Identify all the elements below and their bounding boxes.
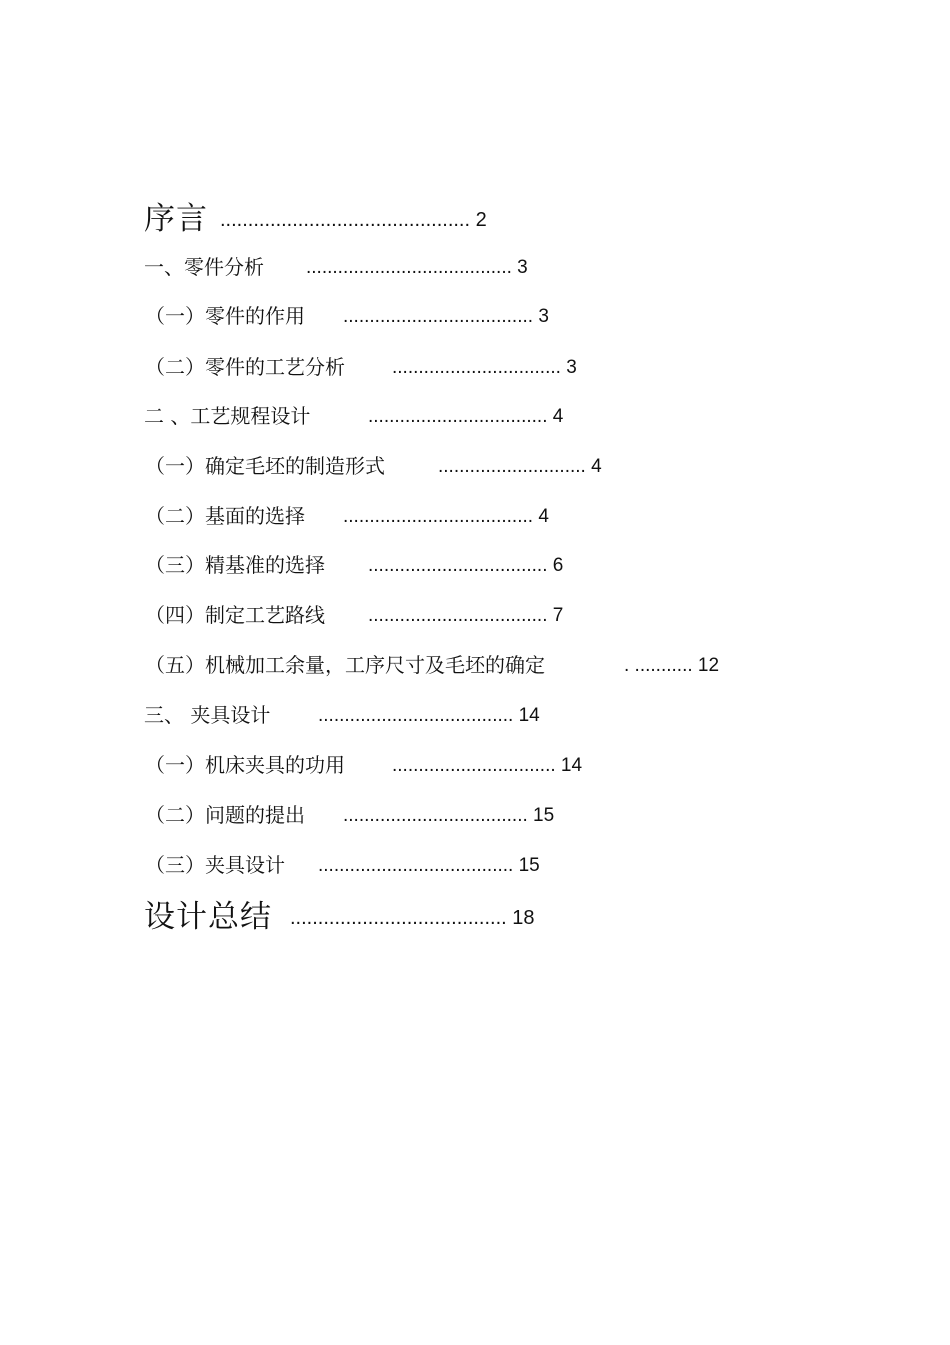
- toc-entry-leader: ....................................... 3: [306, 257, 528, 278]
- toc-entry-leader: ............................................. 2: [220, 209, 487, 231]
- toc-entry-leader: .................................. 6: [368, 555, 564, 576]
- toc-entry-title: （三）夹具设计: [145, 853, 285, 877]
- toc-entry-page: 4: [591, 456, 602, 477]
- toc-entry-leader: .................................... 4: [343, 506, 549, 527]
- toc-entry-title: 三、 夹具设计: [144, 703, 271, 727]
- toc-entry-leader: ..................................... 14: [318, 705, 540, 726]
- toc-entry-title: （五）机械加工余量，工序尺寸及毛坯的确定: [145, 653, 545, 677]
- toc-entry-page: 15: [533, 805, 555, 826]
- toc-entry-page: 7: [552, 605, 564, 626]
- toc-entry-page: 14: [518, 705, 540, 726]
- toc-entry-title: （一）零件的作用: [145, 304, 305, 328]
- toc-entry-page: 18: [512, 907, 535, 929]
- toc-entry-leader: ....................................... 18: [290, 907, 535, 929]
- toc-entry-title: （四）制定工艺路线: [145, 603, 325, 627]
- toc-entry-leader: .................................. 4: [368, 406, 564, 427]
- toc-entry-title: （二）零件的工艺分析: [145, 355, 345, 379]
- toc-entry-page: 2: [475, 209, 487, 231]
- toc-entry-page: 3: [517, 257, 528, 278]
- toc-entry-leader: ................................ 3: [392, 357, 577, 378]
- toc-entry-leader: .................................... 3: [343, 306, 549, 327]
- toc-entry-leader: ................................... 15: [343, 805, 555, 826]
- toc-entry-title: 一、零件分析: [144, 255, 264, 279]
- toc-entry-page: 3: [538, 306, 549, 327]
- toc-entry-title: 序言: [144, 201, 208, 237]
- toc-entry-page: 3: [566, 357, 577, 378]
- toc-entry-leader: ............................... 14: [392, 755, 583, 776]
- toc-entry-title: （二）问题的提出: [145, 803, 305, 827]
- toc-entry-page: 4: [538, 506, 549, 527]
- toc-entry-title: 二 、工艺规程设计: [144, 404, 311, 428]
- toc-entry-title: （一）机床夹具的功用: [145, 753, 345, 777]
- toc-entry-page: 4: [552, 406, 564, 427]
- toc-entry-page: 6: [552, 555, 564, 576]
- toc-entry-leader: ..................................... 15: [318, 855, 540, 876]
- toc-entry-leader: .................................. 7: [368, 605, 564, 626]
- toc-entry-page: 14: [560, 755, 583, 776]
- toc-entry-page: 12: [697, 655, 720, 676]
- toc-entry-title: （三）精基准的选择: [145, 553, 325, 577]
- toc-entry-title: 设计总结: [144, 899, 272, 935]
- toc-entry-title: （二）基面的选择: [145, 504, 305, 528]
- toc-entry-leader: . ........... 12: [624, 655, 720, 676]
- toc-entry-leader: ............................ 4: [438, 456, 602, 477]
- toc-entry-page: 15: [518, 855, 540, 876]
- toc-entry-title: （一）确定毛坯的制造形式: [145, 454, 385, 478]
